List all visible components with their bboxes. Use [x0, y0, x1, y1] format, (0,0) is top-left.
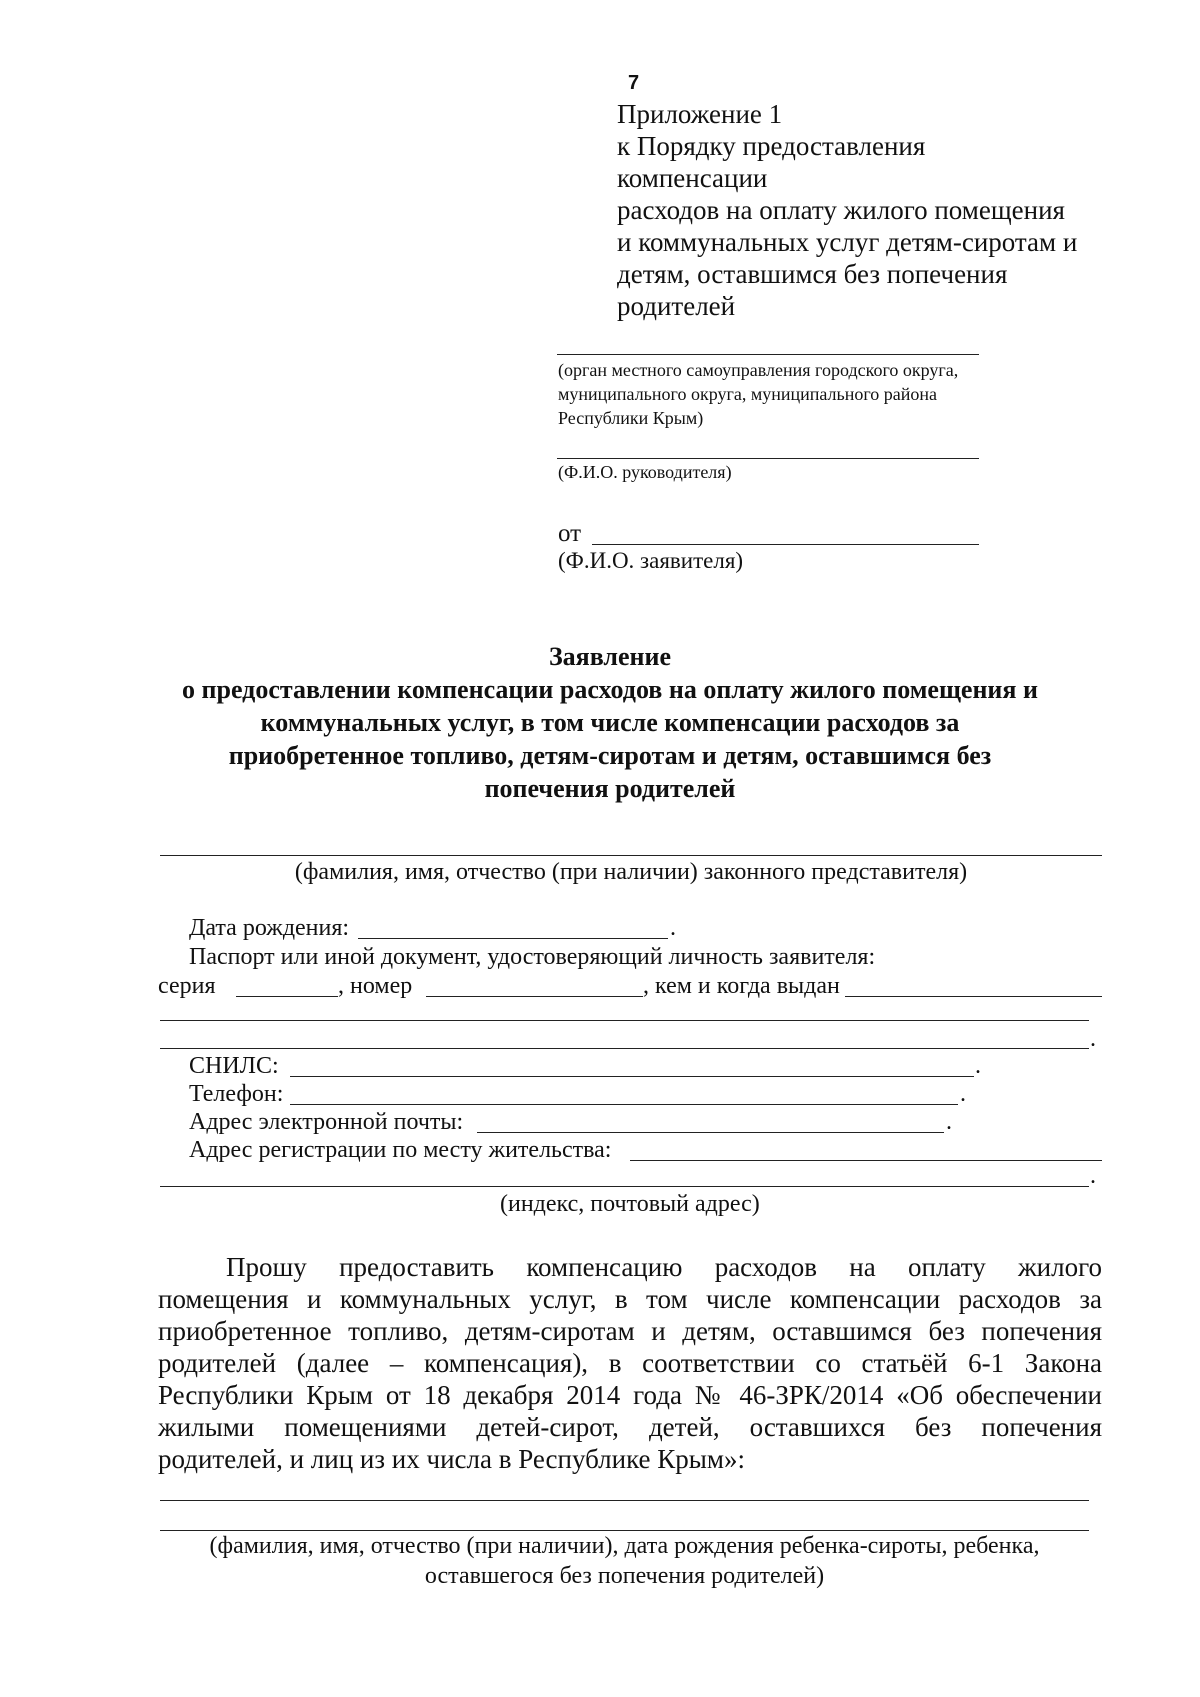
page-number: 7: [628, 72, 640, 94]
issued-field-continued[interactable]: [160, 1048, 1089, 1049]
birth-date-period: .: [670, 915, 676, 941]
head-caption: (Ф.И.О. руководителя): [558, 462, 732, 482]
phone-period: .: [960, 1081, 966, 1107]
appendix-line: Приложение 1: [617, 99, 783, 129]
snils-label: СНИЛС:: [189, 1053, 279, 1079]
paragraph-line: родителей (далее – компенсация), в соответствии со статьёй 6-1 Закона: [158, 1348, 1102, 1378]
child-caption-line: (фамилия, имя, отчество (при наличии), дата рождения ребенка-сироты, ребенка,: [209, 1533, 1040, 1559]
paragraph-line: жилыми помещениями детей-сирот, детей, оставшихся без попечения: [158, 1412, 1102, 1442]
applicant-name-blank-line[interactable]: [592, 544, 979, 545]
number-label: , номер: [338, 973, 413, 999]
address-field[interactable]: [630, 1160, 1102, 1161]
appendix-line: расходов на оплату жилого помещения: [617, 195, 1065, 225]
authority-caption-line: Республики Крым): [558, 408, 704, 428]
paragraph-line: Республики Крым от 18 декабря 2014 года № 46-ЗРК/2014 «Об обеспечении: [158, 1380, 1102, 1410]
series-field[interactable]: [236, 996, 338, 997]
email-field[interactable]: [477, 1132, 944, 1133]
issued-period: .: [1090, 1026, 1096, 1052]
phone-label: Телефон:: [189, 1081, 284, 1107]
appendix-line: и коммунальных услуг детям-сиротам и: [617, 227, 1078, 257]
child-caption-line: оставшегося без попечения родителей): [424, 1563, 825, 1589]
authority-blank-line[interactable]: [557, 354, 979, 355]
address-label: Адрес регистрации по месту жительства:: [189, 1137, 612, 1163]
birth-date-field[interactable]: [358, 938, 668, 939]
address-period: .: [1090, 1163, 1096, 1189]
representative-caption: (фамилия, имя, отчество (при наличии) законного представителя): [294, 859, 968, 885]
from-label: от: [558, 520, 582, 547]
address-caption: (индекс, почтовый адрес): [500, 1191, 760, 1217]
email-label: Адрес электронной почты:: [189, 1109, 464, 1135]
snils-period: .: [975, 1053, 981, 1079]
appendix-line: компенсации: [617, 163, 768, 193]
title-line: о предоставлении компенсации расходов на оплату жилого помещения и: [182, 675, 1038, 704]
child-info-field[interactable]: [160, 1530, 1089, 1531]
authority-caption-line: муниципального округа, муниципального района: [558, 384, 938, 404]
series-label: серия: [158, 973, 216, 999]
title-line: коммунальных услуг, в том числе компенсации расходов за: [260, 708, 960, 737]
authority-caption-line: (орган местного самоуправления городского округа,: [558, 360, 959, 380]
appendix-line: детям, оставшимся без попечения: [617, 259, 1008, 289]
head-name-blank-line[interactable]: [557, 458, 979, 459]
paragraph-line: приобретенное топливо, детям-сиротам и детям, оставшимся без попечения: [158, 1316, 1102, 1346]
issued-field[interactable]: [845, 996, 1102, 997]
paragraph-line: помещения и коммунальных услуг, в том числе компенсации расходов за: [158, 1284, 1102, 1314]
child-info-field[interactable]: [160, 1500, 1089, 1501]
phone-field[interactable]: [290, 1104, 958, 1105]
title-main: Заявление: [548, 642, 672, 671]
address-field-continued[interactable]: [160, 1186, 1089, 1187]
representative-blank-line[interactable]: [160, 855, 1102, 856]
title-line: приобретенное топливо, детям-сиротам и детям, оставшимся без: [228, 741, 992, 770]
appendix-line: родителей: [617, 291, 736, 321]
issued-field-continued[interactable]: [160, 1020, 1089, 1021]
birth-date-label: Дата рождения:: [189, 915, 350, 941]
passport-label: Паспорт или иной документ, удостоверяющий личность заявителя:: [189, 944, 876, 970]
appendix-line: к Порядку предоставления: [617, 131, 926, 161]
number-field[interactable]: [426, 996, 643, 997]
snils-field[interactable]: [290, 1076, 974, 1077]
applicant-caption: (Ф.И.О. заявителя): [558, 548, 744, 573]
title-line: попечения родителей: [484, 774, 736, 803]
issued-label: , кем и когда выдан: [643, 973, 840, 999]
paragraph-line: Прошу предоставить компенсацию расходов на оплату жилого: [226, 1252, 1102, 1282]
paragraph-last-line: родителей, и лиц из их числа в Республике Крым»:: [158, 1444, 745, 1474]
email-period: .: [946, 1109, 952, 1135]
